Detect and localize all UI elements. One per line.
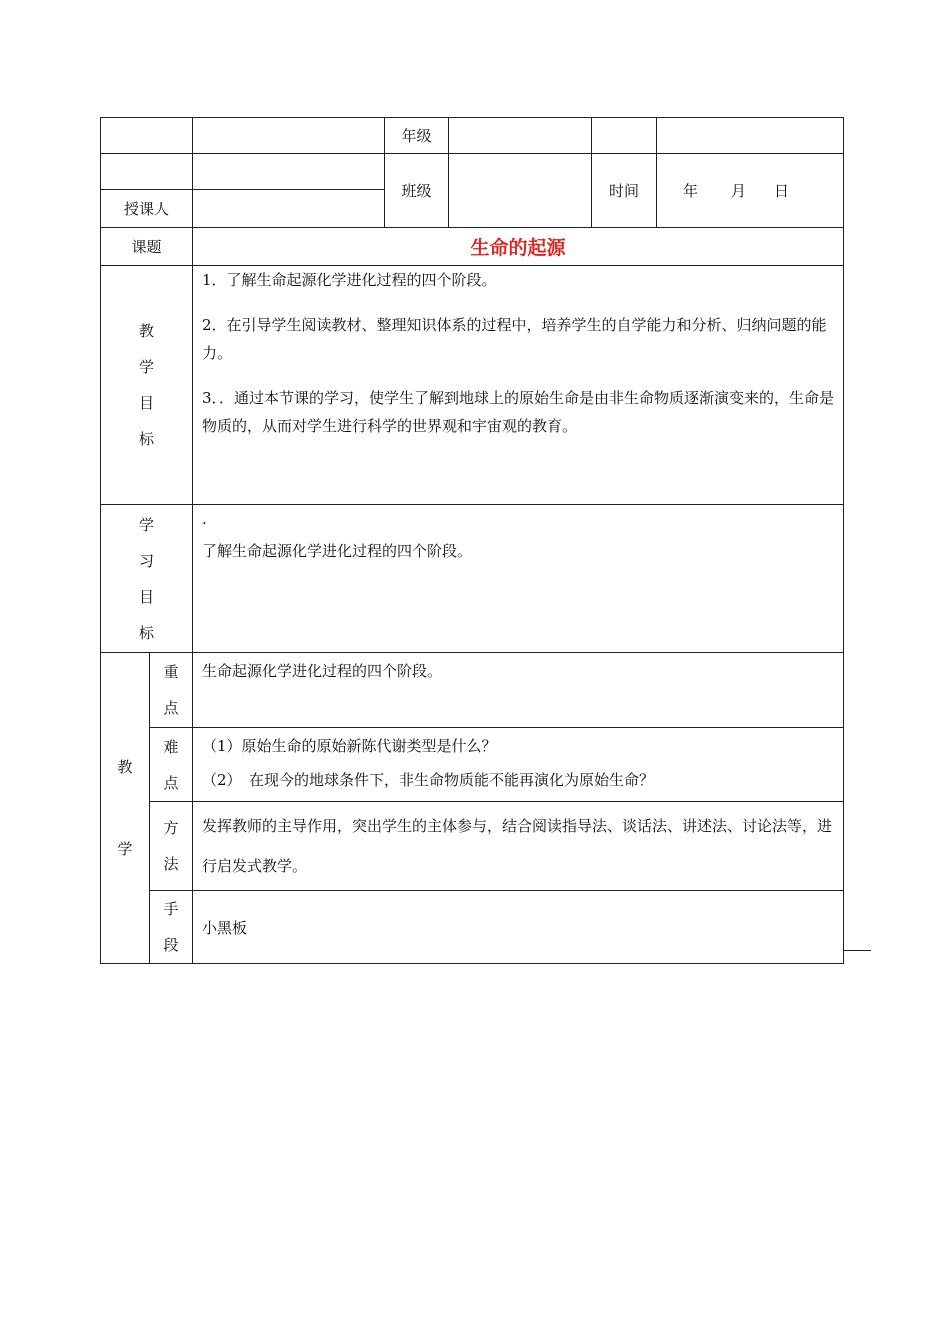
grade-label: 年级 bbox=[385, 118, 449, 154]
difficulties-label: 难 点 bbox=[150, 728, 193, 802]
blank-cell bbox=[101, 154, 193, 190]
topic-title: 生命的起源 bbox=[193, 228, 844, 266]
class-label: 班级 bbox=[385, 154, 449, 228]
means-text: 小黑板 bbox=[193, 891, 844, 964]
blank-cell bbox=[193, 118, 385, 154]
difficulties-content bbox=[193, 728, 844, 802]
teaching-goals-content bbox=[193, 266, 844, 505]
blank-cell bbox=[193, 154, 385, 190]
learning-goals-text: 了解生命起源化学进化过程的四个阶段。 bbox=[202, 542, 473, 560]
methods-text: 发挥教师的主导作用，突出学生的主体参与，结合阅读指导法、谈话法、讲述法、讨论法等，进行启发式教学。 bbox=[193, 802, 844, 891]
teaching-label: 教 学 bbox=[101, 653, 150, 964]
key-points-label: 重 点 bbox=[150, 653, 193, 728]
learning-goals-label: 学 习 目 标 bbox=[101, 505, 193, 653]
key-points-text: 生命起源化学进化过程的四个阶段。 bbox=[193, 653, 844, 728]
learning-goals-content bbox=[193, 505, 844, 653]
teaching-goal-2: 2．在引导学生阅读教材、整理知识体系的过程中，培养学生的自学能力和分析、归纳问题的能力。 bbox=[202, 316, 827, 362]
difficulty-2: （2） 在现今的地球条件下，非生命物质能不能再演化为原始生命？ bbox=[202, 771, 655, 789]
date-cell bbox=[657, 154, 844, 228]
difficulty-1: （1）原始生命的原始新陈代谢类型是什么？ bbox=[202, 737, 497, 755]
date-day: 日 bbox=[774, 182, 790, 200]
teacher-value-cell bbox=[193, 190, 385, 228]
lesson-plan-table bbox=[100, 117, 844, 964]
methods-label: 方 法 bbox=[150, 802, 193, 891]
learning-goals-dot: · bbox=[202, 514, 207, 532]
class-value-cell bbox=[449, 154, 592, 228]
date-month: 月 bbox=[731, 182, 747, 200]
teaching-goals-label: 教 学 目 标 bbox=[101, 266, 193, 505]
means-label: 手 段 bbox=[150, 891, 193, 964]
blank-cell bbox=[592, 118, 657, 154]
blank-cell bbox=[101, 118, 193, 154]
teaching-goal-3: 3．．通过本节课的学习，使学生了解到地球上的原始生命是由非生命物质逐渐演变来的，生命是物质的，从而对学生进行科学的世界观和宇宙观的教育。 bbox=[202, 389, 835, 435]
blank-cell bbox=[657, 118, 844, 154]
topic-label: 课题 bbox=[101, 228, 193, 266]
teacher-label: 授课人 bbox=[101, 190, 193, 228]
time-label: 时间 bbox=[592, 154, 657, 228]
table-tail-rule bbox=[843, 950, 871, 951]
grade-value-cell bbox=[449, 118, 592, 154]
teaching-goal-1: 1．了解生命起源化学进化过程的四个阶段。 bbox=[202, 271, 497, 289]
date-year: 年 bbox=[683, 182, 699, 200]
